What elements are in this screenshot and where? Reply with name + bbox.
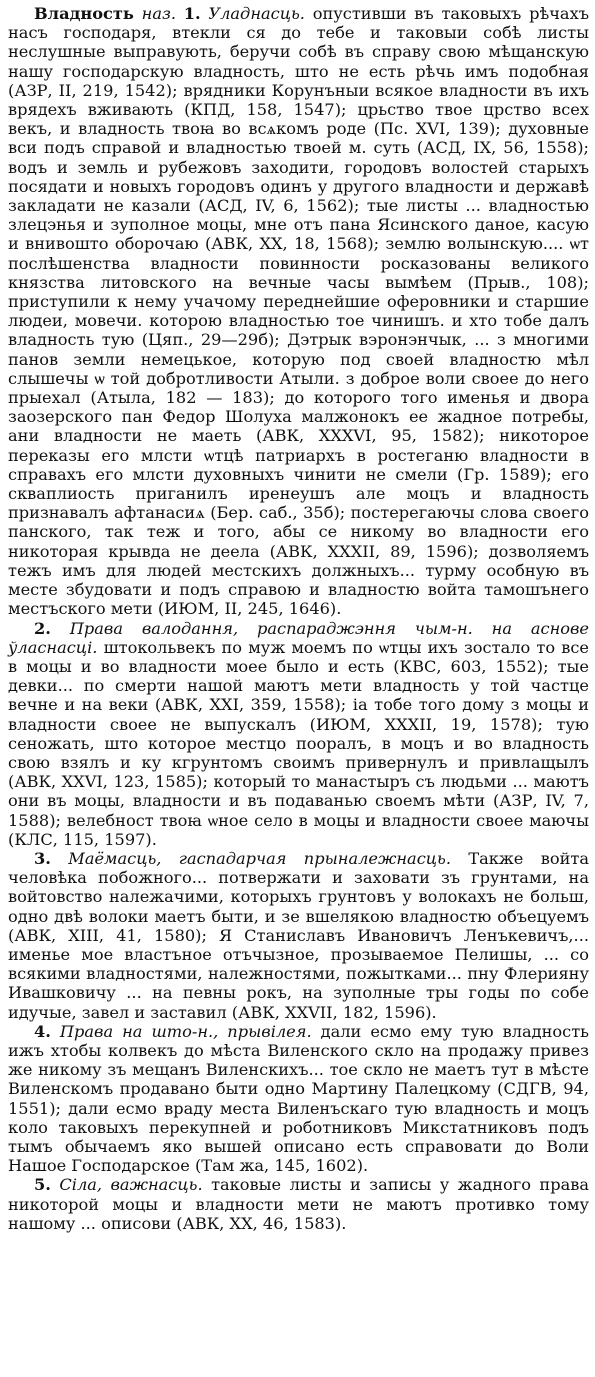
sense-2 [8, 619, 589, 849]
sense-4 [8, 1022, 589, 1176]
sense-1 [8, 4, 589, 619]
sense-gloss: Маёмасць, гаспадарчая прыналежнасць. [68, 848, 452, 868]
sense-number: 1. [183, 4, 201, 23]
sense-text: опустивши въ таковыхъ рѣчахъ насъ господаря, втекли ся до тебе и таковыи собѣ листы неслушные выправують, беручи собѣ въ справу свою мѣщанскую нашу господарскую владность, што не есть рѣчь имъ подобная (АЗР, II, 219, 1542); врядники Корунъныи всякое владности въ ихъ врядехъ вживають (КПД, 158, 1547); црьство твое црство всех векъ, и владность твоꙗ во всѧкомъ роде (Пс. XVI, 139); духовные вси подъ справой и владностью твоей м. суть (АСД, IX, 56, 1558); водъ и земль и рубежовъ заходити, городовъ волостей старыхъ посядати и новыхъ городовъ одинъ у другого владности и державѣ закладати не казали (АСД, IV, 6, 1562); тые листы ... владностью злецэнья и зуполное моцы, мне отъ пана Ясинского даное, касую и внивошто оборочаю (АВК, XX, 18, 1568); землю волынскую.... ѡт послѣшенства владности повинности росказованы великого князства литовского на вечные часы вымѣем (Прыв., 108); приступили к нему учачому переднейшие оферовники и старшие людеи, мовечи. которою владностью тое чинишъ. и хто тобе далъ владность тую (Цяп., 29—29б); Дэтрык вэронэнчык, ... з многими панов земли немецькое, которую под своей владностю мѣл слышечы ѡ той добротливости Атыли. з доброе воли своее до него прыехал (Атыла, 182 — 183); до которого того именья и двора заозерского пан Федор Шолуха малжонокъ ее жадное потребы, ани владности не маеть (АВК, XXXVI, 95, 1582); никоторое переказы его млсти ѡтцѣ патриархъ в ростеганю владности в справахъ его млсти духовныхъ чинити не смели (Гр. 1589); его скваплиость приганилъ иренеушъ але моцъ и владность признавалъ афтанасиѧ (Бер. саб., 35б); постерегаючы слова своего панского, так теж и того, абы се никому во владности его никоторая крывда не деела (АВК, XXXII, 89, 1596); дозволяемъ тежъ имъ для людей местскихъ должныхъ... турму особную въ месте збудовати и подъ справою и владностю войта тамошънего местъского мети (ИЮМ, II, 245, 1646). [8, 4, 590, 619]
sense-gloss: Уладнасць. [208, 4, 305, 23]
sense-gloss: Права на што-н., прывілея. [59, 1021, 312, 1041]
sense-text: штокольвекъ по муж моемъ по ѡтцы ихъ зостало то все в моцы и во владности моее было и есть (КВС, 603, 1552); тые девки... по смерти нашой маютъ мети владность у той частце вечне и на веки (АВК, XXI, 359, 1558); іа тобе того дому з моцы и владности своее не выпускалъ (ИЮМ, XXXII, 19, 1578); тую сеножать, што которое местцо пооралъ, в моцъ и во владность свою взялъ и ку кгрунтомъ своимъ привернулъ и привлащылъ (АВК, XXVI, 123, 1585); который то манастыръ съ людьми ... маютъ они въ моцы, владности и въ подаванью своемъ мѣти (АЗР, IV, 7, 1588); велебност твоꙗ ѡное село в моцы и владности своее маючы (КЛС, 115, 1597). [8, 637, 589, 849]
sense-text: Также войта человѣка побожного... потвержати и заховати зъ грунтами, на войтовство належачими, которыхъ грунтовъ у волокахъ не больш, одно двѣ волоки маетъ быти, и зе вшелякою владностю объецуемъ (АВК, XIII, 41, 1580); Я Станиславъ Ивановичъ Ленъкевичъ,... именье мое властъное отъчызное, прозываемое Пелишы, ... со всякими владностями, належностями, пожытками... пну Флерияну Ивашковичу ... на певны рокъ, на зуполные тры годы по собе идучые, завел и заставил (АВК, XXVII, 182, 1596). [8, 848, 589, 1022]
sense-3 [8, 849, 589, 1022]
sense-text: дали есмо ему тую владность ижъ хтобы колвекъ до мѣста Виленского скло на продажу привез же никому зъ мещанъ Виленскихъ... тое скло не маетъ тут в мѣсте Виленскомъ продавано быти одно Мартину Палецкому (СДГВ, 94, 1551); дали есмо враду места Виленъскаго тую владность и моцъ коло таковыхъ перекупней и роботниковъ Микстатниковъ подъ тымъ обычаемъ яко вышей описано есть справовати до Воли Нашое Господарское (Там жа, 145, 1602). [8, 1021, 589, 1176]
sense-5 [8, 1175, 589, 1233]
sense-number: 5. [34, 1175, 51, 1195]
sense-gloss: Права валодання, распараджэння чым-н. на аснове ўласнасці. [8, 618, 589, 657]
part-of-speech: наз. [141, 4, 176, 23]
sense-number: 2. [34, 618, 51, 638]
sense-number: 4. [34, 1021, 51, 1041]
sense-gloss: Сіла, важнасць. [59, 1175, 203, 1195]
sense-text: таковые листы и записы у жадного права никоторой моцы и владности мети не маютъ противко тому нашому ... описови (АВК, XX, 46, 1583). [8, 1175, 589, 1233]
headword: Владность [34, 4, 134, 23]
sense-number: 3. [34, 848, 51, 868]
